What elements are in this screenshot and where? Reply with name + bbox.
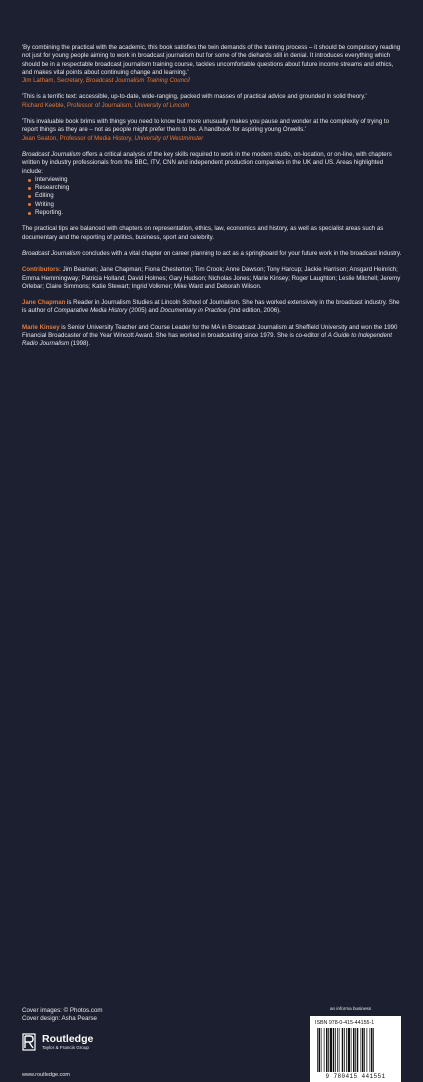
contributors-names: Jim Beaman; Jane Chapman; Fiona Chesterton; Tim Crook; Anne Dawson; Tony Harcup; Jackie Harrison; Ansgard Heinrich; Emma Hemmingway; Patricia Holland; David Holmes; Gary Hudson; Nicholas Jones; Marie Kinsey; Roger Laughton; Leslie Mitchell; Jeremy Orlebar; Claire Simmons; Katie Stewart; Ingrid Volkmer; Mike Ward and Deborah Wilson.	[22, 266, 401, 290]
book-title: Broadcast Journalism	[22, 249, 81, 257]
quote-source: University of Lincoln	[134, 101, 189, 109]
barcode-bar	[346, 1028, 347, 1072]
barcode-bar	[351, 1028, 352, 1072]
quote-text: 'This is a terrific text: accessible, up-to-date, wide-ranging, packed with masses of practical advice and grounded in solid theory.'	[22, 93, 367, 101]
barcode-bar	[335, 1028, 336, 1072]
barcode-bar	[330, 1028, 332, 1072]
endorsement-quote	[22, 44, 404, 85]
barcode-bar	[348, 1028, 350, 1072]
quote-author: Richard Keeble, Professor of Journalism,	[22, 101, 133, 109]
book-title: Broadcast Journalism	[22, 150, 81, 158]
practical-tips-paragraph: The practical tips are balanced with chapters on representation, ethics, law, economics and history, as well as specialist areas such as documentary and the reporting of politics, business, sport and celebrity.	[22, 225, 384, 241]
endorsement-quote	[22, 118, 404, 143]
quote-source: University of Westminster	[134, 134, 204, 142]
barcode-bar	[339, 1028, 340, 1072]
barcode-bar	[364, 1028, 365, 1072]
quote-attribution	[22, 102, 404, 110]
list-item: Researching	[28, 184, 404, 192]
barcode-bar	[355, 1028, 356, 1072]
book-description	[22, 151, 404, 176]
publisher-website: www.routledge.com	[22, 1072, 70, 1078]
highlight-list	[28, 176, 404, 217]
barcode-bar	[321, 1028, 322, 1072]
routledge-logo-icon	[22, 1033, 36, 1051]
barcode-bar	[333, 1028, 335, 1072]
quote-text: 'This invaluable book brims with things you need to know but more unusually makes you pause and wonder at the complexity of trying to report things as they are – not as people might prefer them to be. A handbook for aspiring young Orwells.'	[22, 118, 389, 134]
description-body: offers a critical analysis of the key skills required to work in the modern studio, on-location, or on-line, with chapters written by industry professionals from the BBC, ITV, CNN and independent production companies in the UK and US. Areas highlighted include:	[22, 150, 392, 175]
barcode-bar	[357, 1028, 359, 1072]
quote-attribution	[22, 135, 404, 143]
cover-text	[22, 44, 404, 357]
cover-footer	[0, 498, 423, 1080]
list-item: Editing	[28, 192, 404, 200]
barcode-bar	[342, 1028, 344, 1072]
barcode-bar	[324, 1028, 325, 1072]
editor-name: Jane Chapman	[22, 299, 66, 307]
cover-credits	[22, 1007, 103, 1023]
informa-tagline: an informa business	[330, 1006, 372, 1011]
bullet-icon	[28, 195, 31, 198]
quote-author: Jim Latham, Secretary,	[22, 77, 85, 85]
list-item: Interviewing	[28, 176, 404, 184]
contributors-paragraph	[22, 266, 404, 291]
barcode-bar	[373, 1028, 374, 1072]
barcode-bar	[326, 1028, 328, 1072]
barcode-bar	[344, 1028, 345, 1072]
barcode-bar	[319, 1028, 321, 1072]
barcode-bar	[367, 1028, 368, 1072]
barcode-bar	[328, 1028, 329, 1072]
contributors-label: Contributors:	[22, 266, 61, 274]
barcode-bar	[370, 1028, 371, 1072]
endorsement-quote	[22, 93, 404, 110]
barcode-digits: 9 780415 441551	[325, 1073, 386, 1080]
publisher-group: Taylor & Francis Group	[42, 1044, 89, 1050]
bullet-icon	[28, 203, 31, 206]
isbn-label: ISBN 978-0-415-44155-1	[315, 1020, 375, 1026]
bullet-icon	[28, 187, 31, 190]
bullet-icon	[28, 179, 31, 182]
quote-source: Broadcast Journalism Training Council	[85, 77, 190, 85]
cover-design-credit: Cover design: Asha Pearse	[22, 1015, 97, 1022]
editor-name: Marie Kinsey	[22, 323, 60, 331]
publisher-logo	[22, 1033, 93, 1051]
list-item: Writing	[28, 201, 404, 209]
barcode-panel	[310, 1016, 401, 1082]
barcode-bar	[317, 1028, 318, 1072]
barcode-bar	[353, 1028, 355, 1072]
conclusion-paragraph: Broadcast Journalism concludes with a vital chapter on career planning to act as a springboard for your future work in the broadcast industry.	[22, 249, 402, 257]
barcode-bar	[362, 1028, 364, 1072]
editor-bio: Jane Chapman is Reader in Journalism Studies at Lincoln School of Journalism. She has worked extensively in the broadcast industry. She is author of Comparative Media History (2005) and Documentary in Practice (2nd edition, 2006).	[22, 299, 400, 315]
barcode-bar	[371, 1028, 373, 1072]
editor-bio: Marie Kinsey is Senior University Teacher and Course Leader for the MA in Broadcast Journalism at Sheffield University and won the 1990 Financial Broadcaster of the Year Wincott Award. She has worked in broadcasting since 1979. She is co-editor of A Guide to Independent Radio Journalism (1998).	[22, 323, 398, 348]
bullet-icon	[28, 212, 31, 215]
quote-text: 'By combining the practical with the academic, this book satisfies the twin demands of the training process – it should be compulsory reading not just for young people aiming to work in broadcast journalism but for some of the diehards still in denial. It introduces everything which should be in a respectable broadcast journalism training course, tackles uncomfortable questions about future income streams and ethics, and makes vital points about continuing change and learning.'	[22, 44, 401, 76]
list-item: Reporting.	[28, 209, 404, 217]
publisher-name: Routledge	[42, 1032, 94, 1045]
barcode-bar	[337, 1028, 338, 1072]
cover-images-credit: Cover images: © Photos.com	[22, 1007, 103, 1014]
quote-attribution	[22, 77, 404, 85]
quote-author: Jean Seaton, Professor of Media History,	[22, 134, 133, 142]
barcode-icon	[316, 1028, 396, 1072]
barcode-bar	[361, 1028, 362, 1072]
